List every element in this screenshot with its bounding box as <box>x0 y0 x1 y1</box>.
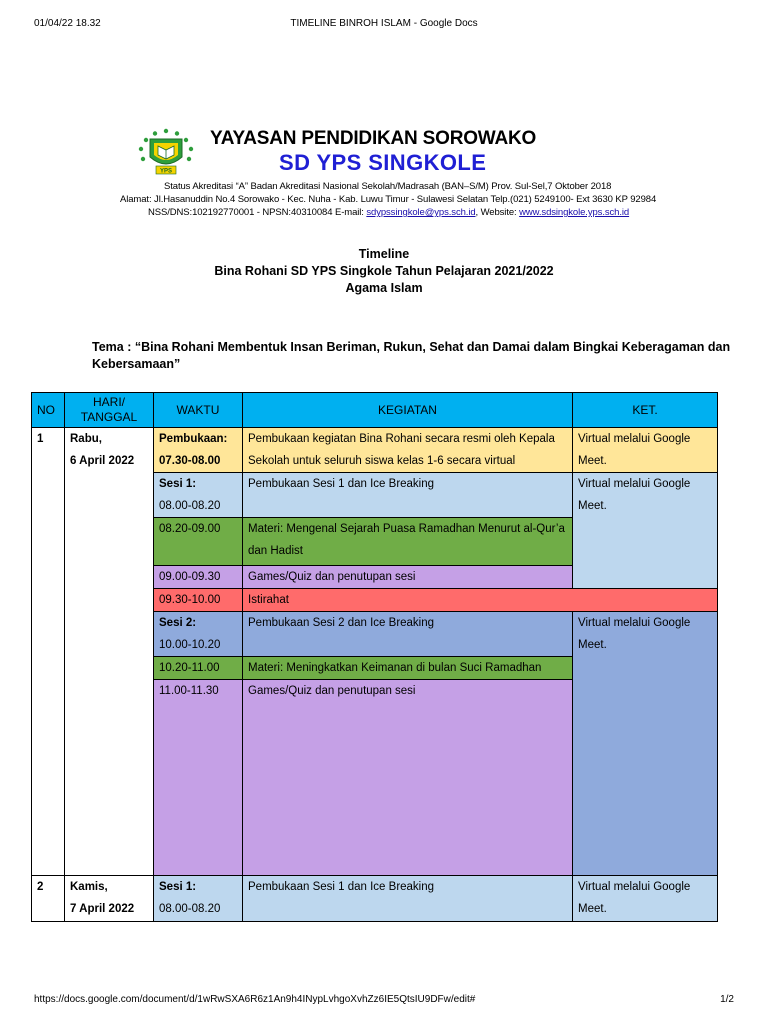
day-date: 7 April 2022 <box>70 903 135 915</box>
note-cell <box>573 428 718 473</box>
header-waktu: WAKTU <box>154 393 243 428</box>
organization-name: YAYASAN PENDIDIKAN SOROWAKO <box>210 128 537 149</box>
contact-line <box>148 207 629 218</box>
email-link[interactable]: sdypssingkole@yps.sch.id <box>366 207 476 218</box>
header-hari-tanggal <box>65 393 154 428</box>
activity-cell <box>243 518 573 566</box>
note-text: Meet. <box>578 455 607 467</box>
time-cell: 10.20-11.00 <box>154 657 243 680</box>
activity-cell: Materi: Meningkatkan Keimanan di bulan Suci Ramadhan <box>243 657 573 680</box>
activity-text: Materi: Mengenal Sejarah Puasa Ramadhan Menurut al-Qur’a <box>248 523 565 535</box>
time-cell <box>154 612 243 657</box>
time-cell: 09.00-09.30 <box>154 566 243 589</box>
note-cell <box>573 612 718 876</box>
print-timestamp: 01/04/22 18.32 <box>34 18 101 29</box>
time-cell: 11.00-11.30 <box>154 680 243 876</box>
header-hari: HARI/ <box>92 395 125 409</box>
day-date: 6 April 2022 <box>70 455 135 467</box>
print-doc-title: TIMELINE BINROH ISLAM - Google Docs <box>290 18 478 29</box>
activity-cell: Pembukaan Sesi 2 dan Ice Breaking <box>243 612 573 657</box>
table-row <box>32 428 718 473</box>
time-label: Sesi 2: <box>159 617 197 629</box>
print-url: https://docs.google.com/document/d/1wRwSXA6R6z1An9h4INypLvhgoXvhZz6IE5QtsIU9DFw/edit# <box>34 994 476 1005</box>
time-label: Sesi 1: <box>159 478 197 490</box>
header-tanggal: TANGGAL <box>80 410 138 424</box>
day-number: 1 <box>32 428 65 876</box>
title-line-2: Bina Rohani SD YPS Singkole Tahun Pelajaran 2021/2022 <box>214 264 554 278</box>
logo-text: YPS <box>159 168 173 175</box>
time-cell <box>154 876 243 922</box>
table-row <box>32 876 718 922</box>
activity-text: Sekolah untuk seluruh siswa kelas 1-6 secara virtual <box>248 455 516 467</box>
page-number: 1/2 <box>720 994 734 1005</box>
address-line: Alamat: Jl.Hasanuddin No.4 Sorowako - Kec. Nuha - Kab. Luwu Timur - Sulawesi Selatan Telp.(021) 5249100- Ext 3630 KP 92984 <box>120 194 657 205</box>
note-text: Virtual melalui Google <box>578 478 691 490</box>
note-text: Virtual melalui Google <box>578 433 691 445</box>
day-name: Rabu, <box>70 433 102 445</box>
activity-cell: Istirahat <box>243 589 718 612</box>
header-ket: KET. <box>573 393 718 428</box>
time-cell: 08.20-09.00 <box>154 518 243 566</box>
print-footer <box>34 994 734 1008</box>
website-label: , Website: <box>475 207 520 218</box>
day-date-cell <box>65 876 154 922</box>
print-header <box>34 18 734 32</box>
activity-cell: Games/Quiz dan penutupan sesi <box>243 680 573 876</box>
activity-cell <box>243 428 573 473</box>
school-logo <box>136 127 196 177</box>
note-text: Meet. <box>578 903 607 915</box>
school-name: SD YPS SINGKOLE <box>279 150 487 175</box>
time-range: 07.30-08.00 <box>159 455 221 467</box>
time-cell <box>154 473 243 518</box>
document-title-block <box>0 246 768 297</box>
time-range: 08.00-08.20 <box>159 500 221 512</box>
time-range: 10.00-10.20 <box>159 639 221 651</box>
note-cell <box>573 473 718 589</box>
day-name: Kamis, <box>70 881 108 893</box>
day-date-cell <box>65 428 154 876</box>
time-label: Sesi 1: <box>159 881 197 893</box>
accreditation-line: Status Akreditasi “A” Badan Akreditasi Nasional Sekolah/Madrasah (BAN–S/M) Prov. Sul-Sel,7 Oktober 2018 <box>164 181 612 192</box>
website-link[interactable]: www.sdsingkole.yps.sch.id <box>519 207 630 218</box>
title-line-1: Timeline <box>358 247 410 261</box>
time-label: Pembukaan: <box>159 433 228 445</box>
time-cell <box>154 428 243 473</box>
theme-statement: Tema : “Bina Rohani Membentuk Insan Beriman, Rukun, Sehat dan Damai dalam Bingkai Keberagaman dan Kebersamaan” <box>92 340 731 371</box>
title-line-3: Agama Islam <box>345 281 423 295</box>
activity-cell: Pembukaan Sesi 1 dan Ice Breaking <box>243 473 573 518</box>
note-text: Meet. <box>578 500 607 512</box>
day-number: 2 <box>32 876 65 922</box>
timeline-table <box>31 392 718 922</box>
note-text: Virtual melalui Google <box>578 881 691 893</box>
note-text: Meet. <box>578 639 607 651</box>
ids-text: NSS/DNS:102192770001 - NPSN:40310084 E-mail: <box>148 207 367 218</box>
note-text: Virtual melalui Google <box>578 617 691 629</box>
header-kegiatan: KEGIATAN <box>243 393 573 428</box>
table-header-row <box>32 393 718 428</box>
time-range: 08.00-08.20 <box>159 903 221 915</box>
activity-text: Pembukaan kegiatan Bina Rohani secara resmi oleh Kepala <box>248 433 555 445</box>
activity-cell: Games/Quiz dan penutupan sesi <box>243 566 573 589</box>
time-cell: 09.30-10.00 <box>154 589 243 612</box>
activity-cell: Pembukaan Sesi 1 dan Ice Breaking <box>243 876 573 922</box>
activity-text: dan Hadist <box>248 545 303 557</box>
note-cell <box>573 876 718 922</box>
header-no: NO <box>32 393 65 428</box>
